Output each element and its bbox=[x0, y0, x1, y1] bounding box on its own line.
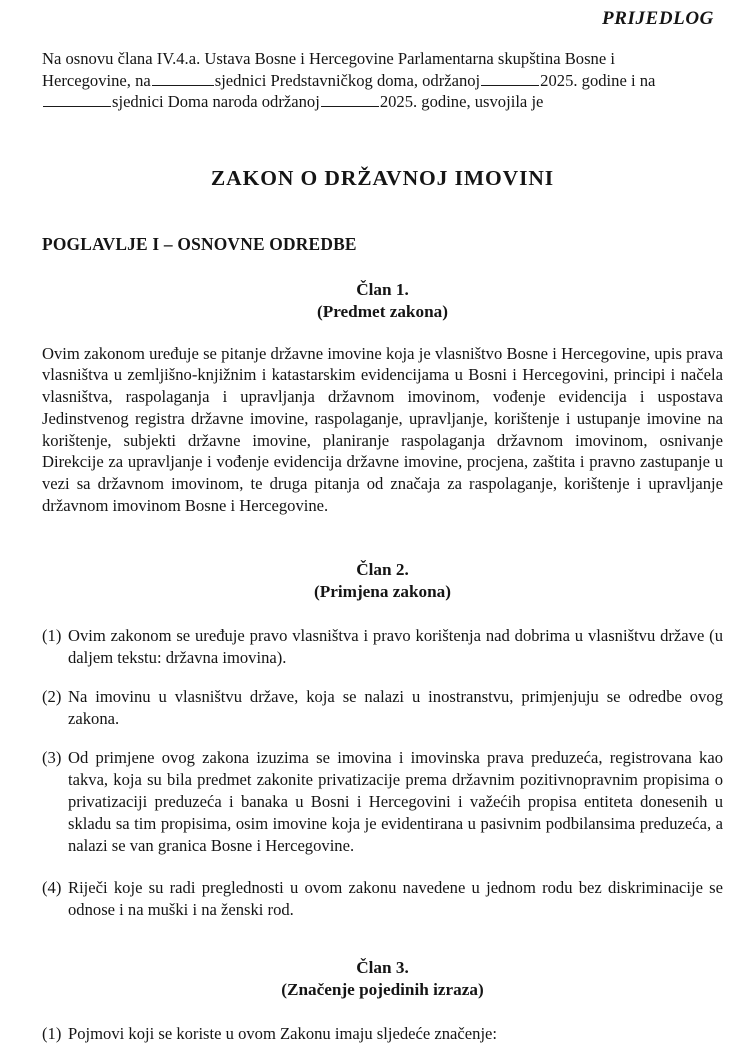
article-3-item-1-marker: (1) bbox=[42, 1023, 62, 1043]
article-1-heading bbox=[42, 279, 723, 323]
intro-line-2-text-b: sjednici Predstavničkog doma, održanoj bbox=[214, 70, 481, 90]
intro-line-2-text-c: 2025. godine i na bbox=[540, 70, 656, 90]
blank-field-session-date[interactable] bbox=[481, 72, 539, 86]
law-title: ZAKON O DRŽAVNOJ IMOVINI bbox=[210, 165, 555, 190]
article-1-subtitle: (Predmet zakona) bbox=[317, 301, 448, 321]
intro-line-2-text-a: Hercegovine, na bbox=[42, 70, 151, 90]
intro-line-3 bbox=[42, 91, 723, 113]
article-2-number: Član 2. bbox=[356, 559, 409, 579]
article-3-subtitle: (Značenje pojedinih izraza) bbox=[281, 979, 484, 999]
article-2-item-3 bbox=[42, 747, 723, 857]
blank-field-house-session-date[interactable] bbox=[321, 93, 379, 107]
article-2-heading bbox=[42, 559, 723, 603]
article-2-item-2-text: Na imovinu u vlasništvu države, koja se nalazi u inostranstvu, primjenjuju se odredbe ovog zakona. bbox=[68, 686, 723, 728]
intro-line-3-text-b: 2025. godine, usvojila je bbox=[379, 92, 544, 111]
article-2-item-4-marker: (4) bbox=[42, 877, 62, 897]
intro-line-2 bbox=[42, 70, 723, 92]
article-3-item-1 bbox=[42, 1023, 723, 1045]
intro-line-3-text-a: sjednici Doma naroda održanoj bbox=[112, 92, 320, 111]
article-2-item-2-marker: (2) bbox=[42, 686, 62, 706]
blank-field-session-number[interactable] bbox=[152, 72, 214, 86]
article-3-heading bbox=[42, 957, 723, 1001]
intro-paragraph bbox=[42, 48, 723, 113]
article-2-subtitle: (Primjena zakona) bbox=[314, 581, 451, 601]
article-3-item-1-text: Pojmovi koji se koriste u ovom Zakonu imaju sljedeće značenje: bbox=[68, 1023, 498, 1043]
intro-line-1-text: Na osnovu člana IV.4.a. Ustava Bosne i Hercegovine Parlamentarna skupština Bosne i bbox=[42, 49, 615, 68]
article-2-item-3-marker: (3) bbox=[42, 747, 62, 767]
article-2-item-1 bbox=[42, 625, 723, 669]
article-3-number: Član 3. bbox=[356, 957, 409, 977]
article-2-item-4-text: Riječi koje su radi preglednosti u ovom zakonu navedene u jednom rodu bez diskriminacije se odnose i na muški i na ženski rod. bbox=[68, 877, 723, 919]
document-header-label: PRIJEDLOG bbox=[601, 8, 714, 29]
article-2-item-3-text: Od primjene ovog zakona izuzima se imovina i imovinska prava preduzeća, registrovana kao takva, koja su bila predmet zakonite privatizacije prema državnim pozitivnopravnim propisima o privatizaciji preduzeća i banaka u Bosni i Hercegovini i važećih propisa entiteta donesenih u skladu sa tim propisima, osim imovine koja je evidentirana u pasivnim podbilansima preduzeća, a nalazi se van granica Bosne i Hercegovine. bbox=[68, 747, 723, 855]
article-2-item-1-marker: (1) bbox=[42, 625, 62, 645]
article-2-item-1-text: Ovim zakonom se uređuje pravo vlasništva i pravo korištenja nad dobrima u vlasništvu države (u daljem tekstu: državna imovina). bbox=[68, 625, 723, 667]
blank-field-house-session-number[interactable] bbox=[43, 93, 111, 107]
article-1-number: Član 1. bbox=[356, 279, 409, 299]
article-1-body: Ovim zakonom uređuje se pitanje državne imovine koja je vlasništvo Bosne i Hercegovine, upis prava vlasništva u zemljišno-knjižnim i katastarskim evidencijama u Bosni i Hercegovini, principi i načela vlasništva, raspolaganja i upravljanja državnom imovinom, vođenje evidencija i uspostava Jedinstvenog registra državne imovine, raspolaganje, upravljanje, korištenje i ustupanje imovine na korištenje, subjekti državne imovine, planiranje raspolaganja državnom imovinom, osnivanje Direkcije za upravljanje i vođenje evidencija državne imovine, procjena, zaštita i pravno zastupanje u vezi sa državnom imovinom, te druga pitanja od značaja za raspolaganje, korištenje i upravljanje državnom imovinom Bosne i Hercegovine. bbox=[42, 343, 723, 516]
document-content bbox=[42, 0, 723, 1045]
article-2-item-2 bbox=[42, 686, 723, 730]
chapter-heading: POGLAVLJE I – OSNOVNE ODREDBE bbox=[42, 233, 357, 254]
article-2-item-4 bbox=[42, 877, 723, 921]
intro-line-1 bbox=[42, 48, 723, 70]
